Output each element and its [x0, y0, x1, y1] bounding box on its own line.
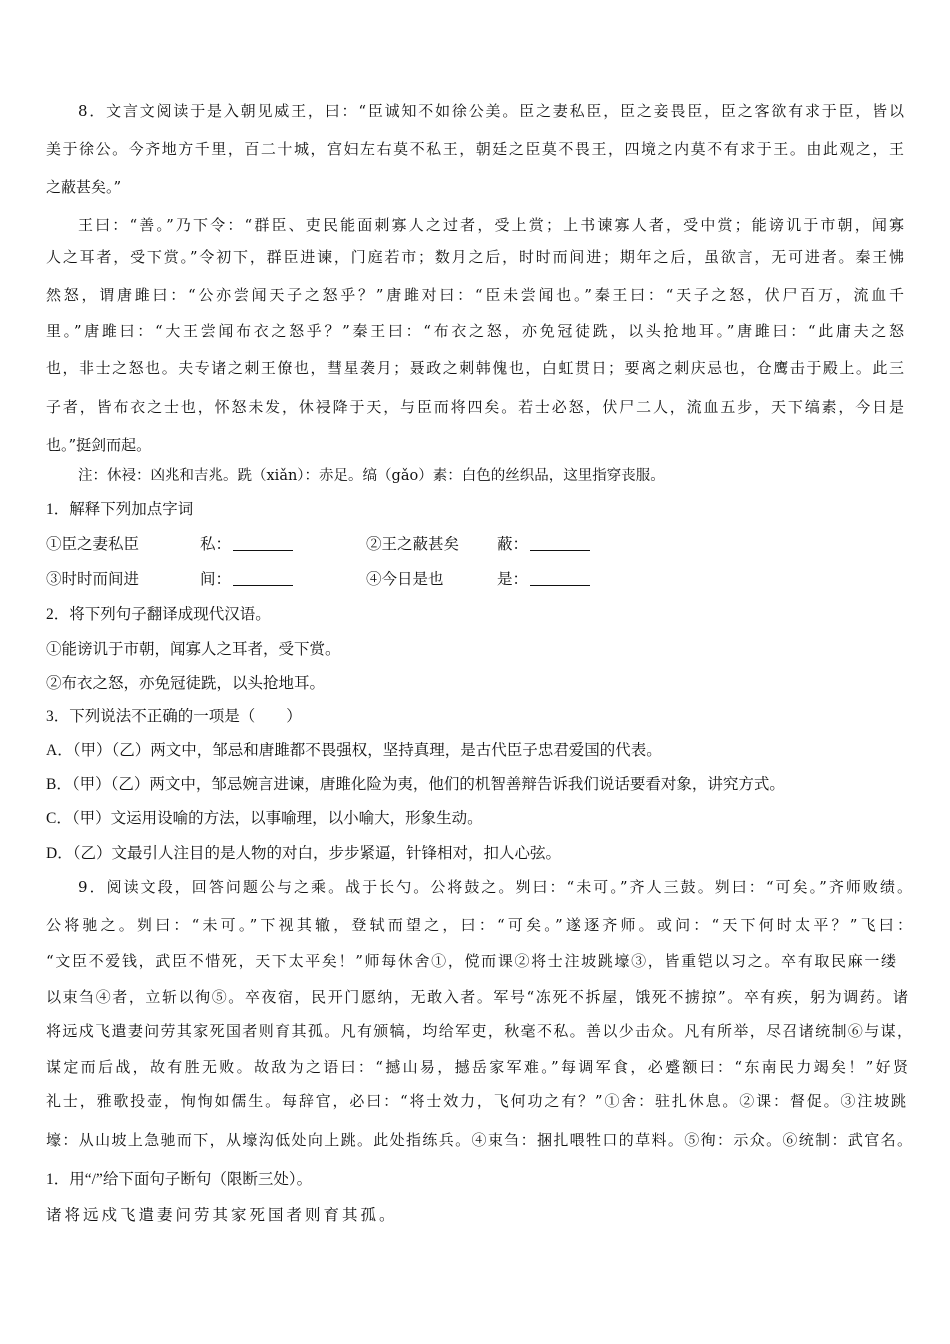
passage8-line-1: 8．文言文阅读于是入朝见威王，曰：“臣诚知不如徐公美。臣之妻私臣，臣之妾畏臣，臣之客欲有求于臣，皆以: [78, 102, 904, 120]
q9-1-title: 1．用“/”给下面句子断句（限断三处）。: [46, 1171, 313, 1188]
q1-item-1-blank[interactable]: [233, 535, 293, 551]
q3-option-b[interactable]: B．（甲）（乙）两文中，邹忌婉言进谏，唐雎化险为夷，他们的机智善辩告诉我们说话要看对象，讲究方式。: [46, 776, 785, 793]
q1-item-1-label: 私：: [200, 536, 232, 553]
passage8-line-3: 之蔽甚矣。”: [46, 178, 122, 196]
q1-item-4-label: 是：: [497, 571, 529, 588]
passage8-line-9: 子者，皆布衣之士也，怀怒未发，休祲降于天，与臣而将四矣。若士必怒，伏尸二人，流血五步，天下缟素，今日是: [46, 398, 904, 416]
q1-item-3-answer: [200, 570, 293, 590]
q1-title: 1．解释下列加点字词: [46, 501, 194, 518]
q1-item-3-label: 间：: [200, 571, 232, 588]
passage8-line-4: 王曰：“善。”乃下令：“群臣、吏民能面刺寡人之过者，受上赏；上书谏寡人者，受中赏；能谤讥于市朝，闻寡: [78, 216, 904, 234]
q1-item-2-phrase: ②王之蔽甚矣: [366, 536, 460, 553]
passage8-line-5: 人之耳者，受下赏。”令初下，群臣进谏，门庭若市；数月之后，时时而间进；期年之后，虽欲言，无可进者。秦王怫: [46, 248, 904, 266]
passage9-line-6: 谋定而后战，故有胜无败。故敌为之语曰：“撼山易，撼岳家军难。”每调军食，必蹙额曰：“东南民力竭矣！”好贤: [46, 1058, 908, 1076]
passage8-note: 注：休祲：凶兆和吉兆。跣（xiǎn）：赤足。缟（gǎo）素：白色的丝织品，这里指穿丧服。: [78, 468, 665, 484]
q2-title: 2．将下列句子翻译成现代汉语。: [46, 606, 271, 623]
q1-item-2-label: 蔽：: [497, 536, 529, 553]
q9-1-sentence: 诸将远戍飞遣妻问劳其家死国者则育其孤。: [46, 1207, 398, 1224]
q1-item-1-phrase: ①臣之妻私臣: [46, 536, 140, 553]
passage9-line-4: 以束刍④者，立斩以徇⑤。卒夜宿，民开门愿纳，无敢入者。军号“冻死不拆屋，饿死不掳掠”。卒有疾，躬为调药。诸: [46, 988, 908, 1006]
q3-option-d[interactable]: D．（乙）文最引人注目的是人物的对白，步步紧逼，针锋相对，扣人心弦。: [46, 845, 561, 862]
passage9-line-1: 9．阅读文段，回答问题公与之乘。战于长勺。公将鼓之。刿曰：“未可。”齐人三鼓。刿曰：“可矣。”齐师败绩。: [78, 878, 912, 896]
passage8-line-2: 美于徐公。今齐地方千里，百二十城，宫妇左右莫不私王，朝廷之臣莫不畏王，四境之内莫不有求于王。由此观之，王: [46, 140, 904, 158]
q2-item-1: ①能谤讥于市朝，闻寡人之耳者，受下赏。: [46, 641, 341, 658]
q1-item-3-blank[interactable]: [233, 570, 293, 586]
q1-item-4-answer: [497, 570, 590, 590]
q3-option-c[interactable]: C．（甲）文运用设喻的方法，以事喻理，以小喻大，形象生动。: [46, 810, 483, 827]
q3-title: 3．下列说法不正确的一项是（ ）: [46, 708, 302, 725]
passage9-line-2: 公将驰之。刿曰：“未可。”下视其辙，登轼而望之，曰：“可矣。”遂逐齐师。或问：“天下何时太平？”飞曰：: [46, 916, 912, 934]
q1-item-3-phrase: ③时时而间进: [46, 571, 140, 588]
q1-item-2-blank[interactable]: [530, 535, 590, 551]
q1-item-1-answer: [200, 535, 293, 555]
passage8-line-8: 也，非士之怒也。夫专诸之刺王僚也，彗星袭月；聂政之刺韩傀也，白虹贯日；要离之刺庆忌也，仓鹰击于殿上。此三: [46, 359, 904, 377]
passage9-line-3: “文臣不爱钱，武臣不惜死，天下太平矣！”师每休舍①，傥而课②将士注坡跳壕③，皆重铠以习之。卒有取民麻一缕: [46, 952, 896, 970]
passage9-line-5: 将远戍飞遣妻问劳其家死国者则育其孤。凡有颁犒，均给军吏，秋毫不私。善以少击众。凡有所举，尽召诸统制⑥与谋，: [46, 1022, 912, 1040]
passage8-line-6: 然怒，谓唐雎曰：“公亦尝闻天子之怒乎？”唐雎对曰：“臣未尝闻也。”秦王曰：“天子之怒，伏尸百万，流血千: [46, 286, 904, 304]
passage9-line-7: 礼士，雅歌投壶，恂恂如儒生。每辞官，必曰：“将士效力，飞何功之有？”①舍：驻扎休息。②课：督促。③注坡跳: [46, 1092, 906, 1110]
passage8-line-10: 也。”挺剑而起。: [46, 436, 152, 454]
q1-item-4-phrase: ④今日是也: [366, 571, 444, 588]
passage9-line-8: 壕：从山坡上急驰而下，从壕沟低处向上跳。此处指练兵。④束刍：捆扎喂牲口的草料。⑤徇：示众。⑥统制：武官名。: [46, 1131, 912, 1149]
q2-item-2: ②布衣之怒，亦免冠徒跣，以头抢地耳。: [46, 675, 326, 692]
q3-option-a[interactable]: A．（甲）（乙）两文中，邹忌和唐雎都不畏强权，坚持真理，是古代臣子忠君爱国的代表。: [46, 742, 662, 759]
q1-item-2-answer: [497, 535, 590, 555]
passage8-line-7: 里。”唐雎曰：“大王尝闻布衣之怒乎？”秦王曰：“布衣之怒，亦免冠徒跣，以头抢地耳。”唐雎曰：“此庸夫之怒: [46, 322, 904, 340]
q1-item-4-blank[interactable]: [530, 570, 590, 586]
